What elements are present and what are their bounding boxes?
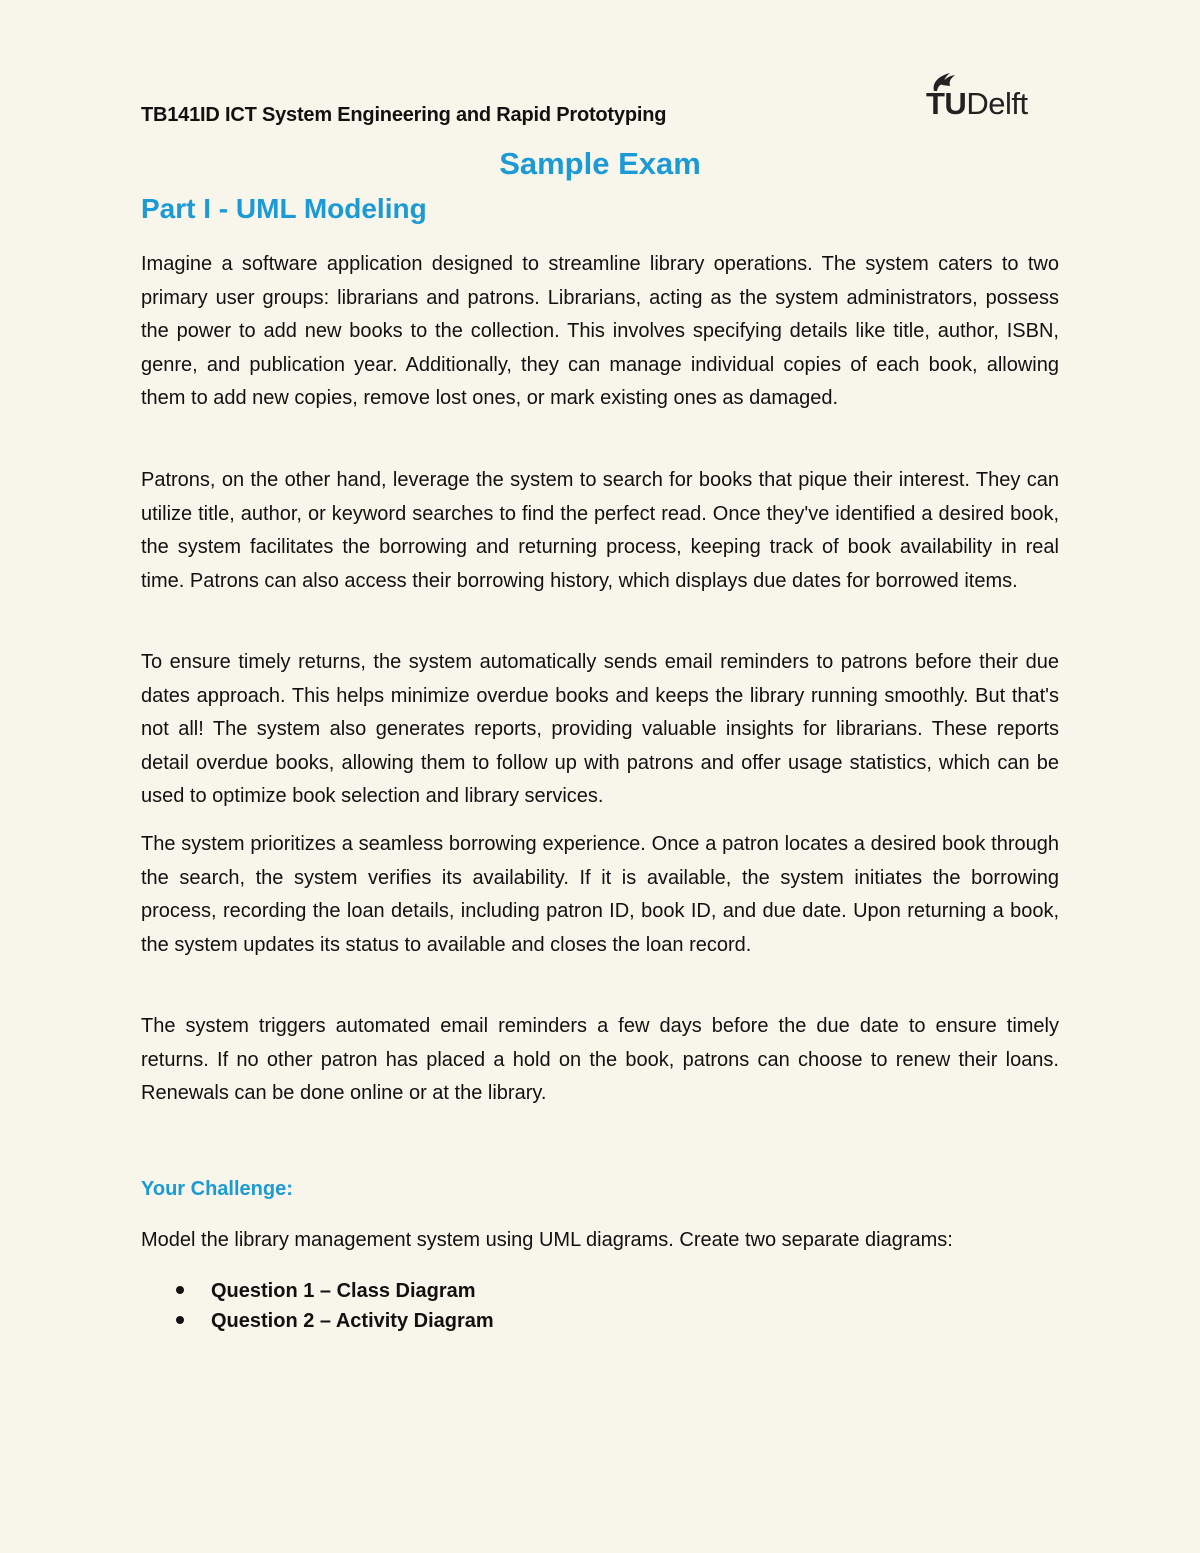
course-title: TB141ID ICT System Engineering and Rapid Prototyping	[141, 104, 667, 126]
logo-tu	[926, 86, 966, 121]
logo-tu-text: TU	[926, 86, 967, 121]
exam-title: Sample Exam	[499, 146, 701, 181]
paragraph-intro: Imagine a software application designed to streamline library operations. The system caters to two primary user groups: librarians and patrons. Librarians, acting as the system administrators, possess the power to add new books to the collection. This involves specifying details like title, author, ISBN, genre, and publication year. Additionally, they can manage individual copies of each book, allowing them to add new copies, remove lost ones, or mark existing ones as damaged.	[141, 253, 1059, 410]
logo-wordmark	[926, 86, 1028, 122]
challenge-text: Model the library management system using UML diagrams. Create two separate diagrams:	[141, 1229, 953, 1251]
question-list	[176, 1276, 494, 1336]
logo-delft: Delft	[966, 86, 1028, 121]
bullet-icon	[176, 1286, 184, 1294]
tu-delft-logo	[926, 72, 1046, 122]
paragraph-reminders: To ensure timely returns, the system automatically sends email reminders to patrons before their due dates approach. This helps minimize overdue books and keeps the library running smoothly. But that's not all! The system also generates reports, providing valuable insights for librarians. These reports detail overdue books, allowing them to follow up with patrons and offer usage statistics, which can be used to optimize book selection and library services.	[141, 651, 1059, 808]
question-label: Question 2 – Activity Diagram	[211, 1310, 494, 1332]
question-label: Question 1 – Class Diagram	[211, 1280, 476, 1302]
paragraph-borrowing: The system prioritizes a seamless borrowing experience. Once a patron locates a desired book through the search, the system verifies its availability. If it is available, the system initiates the borrowing process, recording the loan details, including patron ID, book ID, and due date. Upon returning a book, the system updates its status to available and closes the loan record.	[141, 833, 1059, 956]
part-title: Part I - UML Modeling	[141, 193, 427, 224]
paragraph-patrons: Patrons, on the other hand, leverage the system to search for books that pique their interest. They can utilize title, author, or keyword searches to find the perfect read. Once they've identified a desired book, the system facilitates the borrowing and returning process, keeping track of book availability in real time. Patrons can also access their borrowing history, which displays due dates for borrowed items.	[141, 469, 1059, 592]
question-item	[176, 1306, 494, 1336]
paragraph-renewals: The system triggers automated email reminders a few days before the due date to ensure timely returns. If no other patron has placed a hold on the book, patrons can choose to renew their loans. Renewals can be done online or at the library.	[141, 1015, 1059, 1105]
question-item	[176, 1276, 494, 1306]
bullet-icon	[176, 1316, 184, 1324]
challenge-title: Your Challenge:	[141, 1178, 293, 1200]
